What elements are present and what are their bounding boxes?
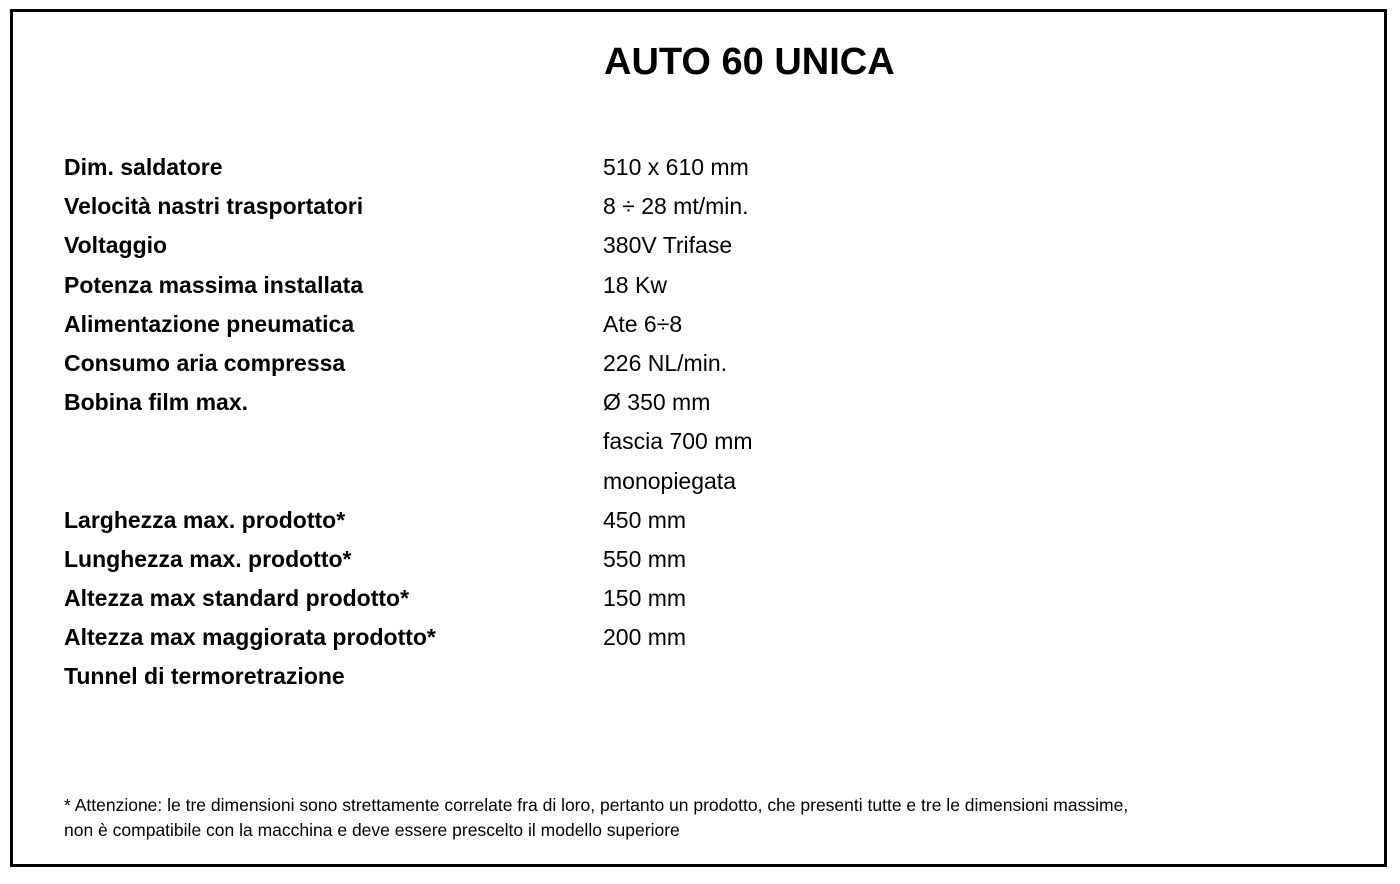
spec-value: 450 mm: [603, 506, 687, 533]
spec-row: [64, 501, 1064, 540]
spec-value: 200 mm: [603, 624, 687, 651]
page-title: AUTO 60 UNICA: [604, 41, 895, 83]
spec-value: Ø 350 mm: [603, 389, 711, 416]
footnote: [64, 793, 1354, 843]
spec-table: [64, 148, 1064, 697]
spec-value: Ate 6÷8: [603, 310, 683, 337]
spec-row: [64, 462, 1064, 501]
spec-row: [64, 579, 1064, 618]
spec-row: [64, 266, 1064, 305]
spec-row: [64, 383, 1064, 422]
footnote-line: * Attenzione: le tre dimensioni sono strettamente correlate fra di loro, pertanto un prodotto, che presenti tutte e tre le dimensioni massime,: [64, 795, 1129, 815]
spec-label: Dim. saldatore: [64, 154, 223, 180]
spec-row: [64, 540, 1064, 579]
spec-label: Lunghezza max. prodotto*: [64, 545, 352, 572]
spec-row: [64, 148, 1064, 187]
spec-value: 150 mm: [603, 585, 687, 612]
spec-row: [64, 305, 1064, 344]
spec-row: [64, 226, 1064, 265]
spec-value: 380V Trifase: [603, 232, 733, 259]
spec-row: [64, 422, 1064, 461]
spec-value: fascia 700 mm: [603, 428, 753, 455]
spec-value: 18 Kw: [603, 271, 667, 298]
spec-row: [64, 618, 1064, 657]
spec-label: Altezza max maggiorata prodotto*: [64, 624, 436, 651]
spec-value: 550 mm: [603, 545, 687, 572]
spec-row: [64, 657, 1064, 696]
spec-value: 226 NL/min.: [603, 349, 728, 376]
spec-value: 8 ÷ 28 mt/min.: [603, 193, 749, 220]
spec-label: Altezza max standard prodotto*: [64, 585, 410, 612]
footnote-line: non è compatibile con la macchina e deve essere prescelto il modello superiore: [64, 820, 680, 840]
spec-value: 510 x 610 mm: [603, 154, 749, 180]
spec-label: Velocità nastri trasportatori: [64, 193, 364, 220]
spec-label: Potenza massima installata: [64, 271, 364, 298]
spec-label: Larghezza max. prodotto*: [64, 506, 346, 533]
spec-label: Voltaggio: [64, 232, 168, 259]
spec-label: Consumo aria compressa: [64, 349, 346, 376]
spec-label: Alimentazione pneumatica: [64, 310, 355, 337]
spec-label: Bobina film max.: [64, 389, 249, 416]
spec-row: [64, 344, 1064, 383]
spec-label: Tunnel di termoretrazione: [64, 663, 345, 690]
spec-row: [64, 187, 1064, 226]
spec-value: monopiegata: [603, 467, 736, 494]
